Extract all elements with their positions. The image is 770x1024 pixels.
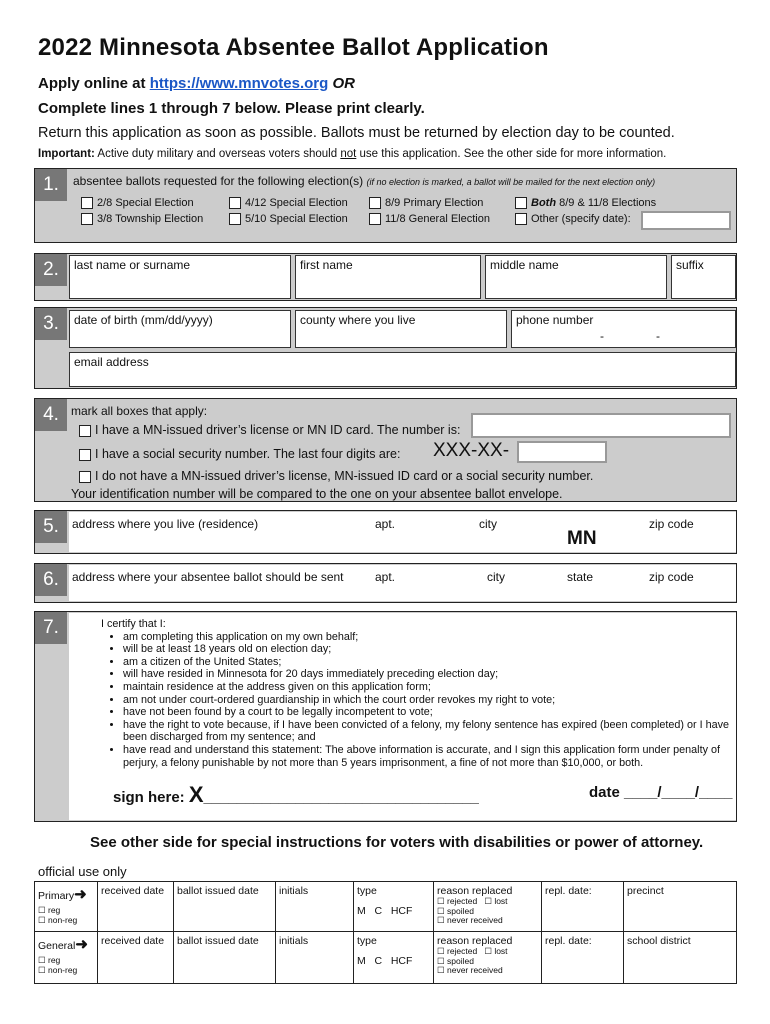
option-8-9-primary[interactable]: 8/9 Primary Election [369, 197, 483, 209]
checkbox[interactable] [515, 213, 527, 225]
certify-item: • maintain residence at the address given on this application form; [123, 681, 733, 694]
signature-line[interactable] [113, 782, 479, 808]
residence-address-field[interactable] [69, 512, 736, 552]
checkbox[interactable] [229, 213, 241, 225]
section-4-id [34, 398, 737, 502]
city-label: city [479, 517, 497, 531]
date-label: date [589, 784, 625, 801]
received-date-cell[interactable]: received date [97, 882, 173, 931]
apt-label: apt. [375, 517, 396, 531]
received-date-cell[interactable]: received date [97, 932, 173, 983]
section-5-residence [34, 510, 737, 554]
middle-name-field[interactable]: middle name [485, 255, 667, 299]
option-other-date[interactable]: Other (specify date): [515, 213, 631, 225]
zip-label: zip code [649, 517, 694, 531]
apply-online-line [38, 75, 355, 92]
checkbox[interactable] [369, 197, 381, 209]
elections-note: (if no election is marked, a ballot will be mailed for the next election only) [366, 177, 656, 187]
mailing-address-field[interactable] [69, 565, 736, 601]
zip-label: zip code [649, 570, 694, 584]
section-2-name [34, 253, 737, 301]
mailing-label: address where your absentee ballot should be sent [72, 570, 344, 584]
school-district-cell[interactable]: school district [623, 932, 738, 983]
checkbox[interactable] [515, 197, 527, 209]
section-number: 1. [35, 169, 67, 201]
checkbox[interactable] [79, 471, 91, 483]
state-mn: MN [567, 528, 597, 549]
certify-intro: I certify that I: [101, 618, 166, 630]
apply-or: OR [328, 75, 355, 92]
suffix-field[interactable]: suffix [671, 255, 736, 299]
option-2-8-special[interactable]: 2/8 Special Election [81, 197, 194, 209]
certify-item: • am a citizen of the United States; [123, 656, 733, 669]
official-row-general [34, 932, 737, 984]
email-field[interactable]: email address [69, 352, 736, 387]
mnvotes-link[interactable]: https://www.mnvotes.org [149, 75, 329, 92]
apt-label: apt. [375, 570, 396, 584]
checkbox[interactable] [79, 425, 91, 437]
important-text-2: use this application. See the other side for more information. [356, 148, 667, 160]
apply-prefix: Apply online at [38, 75, 150, 92]
reason-replaced-cell[interactable]: reason replaced ☐ rejected ☐ lost ☐ spoiled ☐ never received [433, 882, 541, 931]
section-6-mailing [34, 563, 737, 603]
reason-replaced-cell[interactable]: reason replaced ☐ rejected ☐ lost ☐ spoiled ☐ never received [433, 932, 541, 983]
checkbox[interactable] [229, 197, 241, 209]
certify-item: • will be at least 18 years old on election day; [123, 643, 733, 656]
certify-item: • have the right to vote because, if I have been convicted of a felony, my felony sentence has expired (been completed) or I have been discharged from my sentence; and [123, 719, 733, 744]
phone-field[interactable] [511, 310, 736, 348]
type-cell[interactable]: type M C HCF [353, 882, 425, 931]
checkbox[interactable] [81, 197, 93, 209]
option-mn-license[interactable]: I have a MN-issued driver’s license or MN ID card. The number is: [79, 423, 460, 437]
certify-item: • will have resided in Minnesota for 20 days immediately preceding election day; [123, 668, 733, 681]
important-label: Important: [38, 148, 95, 160]
return-instruction: Return this application as soon as possible. Ballots must be returned by election day to be counted. [38, 125, 675, 141]
row-kind: General➜ ☐ reg ☐ non-reg [38, 936, 88, 975]
phone-dash-2: - [656, 329, 660, 343]
type-cell[interactable]: type M C HCF [353, 932, 425, 983]
sign-x: X [188, 782, 204, 807]
option-3-8-township[interactable]: 3/8 Township Election [81, 213, 203, 225]
other-date-input[interactable] [641, 211, 731, 230]
section-3-contact [34, 307, 737, 389]
section-number: 3. [35, 308, 67, 340]
certify-item: • have read and understand this statement: The above information is accurate, and I sign this application form under penalty of perjury, a felony punishable by not more than 5 years imprisonment, a fine of not more than $10,000, or both. [123, 744, 733, 769]
important-not: not [340, 148, 357, 160]
option-both-elections[interactable]: Both 8/9 & 11/8 Elections [515, 197, 656, 209]
checkbox[interactable] [81, 213, 93, 225]
last-name-field[interactable]: last name or surname [69, 255, 291, 299]
certification-text [101, 618, 733, 769]
first-name-field[interactable]: first name [295, 255, 481, 299]
precinct-cell[interactable]: precinct [623, 882, 738, 931]
official-use-label: official use only [38, 864, 127, 879]
important-note [38, 148, 666, 160]
ssn-prefix: XXX-XX- [433, 440, 510, 461]
dob-field[interactable]: date of birth (mm/dd/yyyy) [69, 310, 291, 348]
certify-item: • am not under court-ordered guardianship in which the court order revokes my right to vote; [123, 694, 733, 707]
repl-date-cell[interactable]: repl. date: [541, 882, 615, 931]
id-compare-note: Your identification number will be compared to the one on your absentee ballot envelope. [71, 487, 563, 501]
option-no-id[interactable]: I do not have a MN-issued driver’s license, MN-issued ID card or a social security number. [79, 469, 593, 483]
certify-item: • have not been found by a court to be legally incompetent to vote; [123, 706, 733, 719]
state-label: state [567, 570, 594, 584]
mark-boxes-label: mark all boxes that apply: [71, 404, 208, 418]
option-5-10-special[interactable]: 5/10 Special Election [229, 213, 348, 225]
county-field[interactable]: county where you live [295, 310, 507, 348]
ballot-issued-cell[interactable]: ballot issued date [173, 882, 275, 931]
section-1-elections [34, 168, 737, 243]
section-number: 2. [35, 254, 67, 286]
repl-date-cell[interactable]: repl. date: [541, 932, 615, 983]
phone-dash-1: - [600, 329, 604, 343]
phone-label: phone number [516, 313, 594, 327]
city-label: city [487, 570, 505, 584]
sign-label: sign here: [113, 789, 189, 806]
sign-underline: _________________________________ [203, 789, 479, 806]
checkbox[interactable] [79, 449, 91, 461]
ballot-issued-cell[interactable]: ballot issued date [173, 932, 275, 983]
elections-label: absentee ballots requested for the following election(s) (if no election is marked, a ballot will be mailed for the next election only) [73, 174, 656, 188]
official-row-primary [34, 881, 737, 932]
option-4-12-special[interactable]: 4/12 Special Election [229, 197, 348, 209]
section-7-certification [34, 611, 737, 822]
section-number: 6. [35, 564, 67, 596]
option-ssn[interactable]: I have a social security number. The last four digits are: [79, 447, 400, 461]
option-11-8-general[interactable]: 11/8 General Election [369, 213, 490, 225]
certify-item: • am completing this application on my own behalf; [123, 631, 733, 644]
checkbox[interactable] [369, 213, 381, 225]
date-line[interactable] [589, 784, 732, 801]
see-other-side-note: See other side for special instructions for voters with disabilities or power of attorney. [90, 834, 704, 851]
residence-label: address where you live (residence) [72, 517, 259, 531]
license-number-input[interactable] [471, 413, 731, 438]
complete-lines-instruction: Complete lines 1 through 7 below. Please print clearly. [38, 100, 425, 117]
ssn-last-four-input[interactable] [517, 441, 607, 463]
date-underline: ____/____/____ [624, 784, 733, 801]
section-number: 7. [35, 612, 67, 644]
important-text-1: Active duty military and overseas voters should [94, 148, 341, 160]
initials-cell[interactable]: initials [275, 932, 353, 983]
page-title: 2022 Minnesota Absentee Ballot Application [38, 34, 549, 61]
row-kind: Primary➜ ☐ reg ☐ non-reg [38, 886, 87, 925]
section-number: 4. [35, 399, 67, 431]
initials-cell[interactable]: initials [275, 882, 353, 931]
section-number: 5. [35, 511, 67, 543]
